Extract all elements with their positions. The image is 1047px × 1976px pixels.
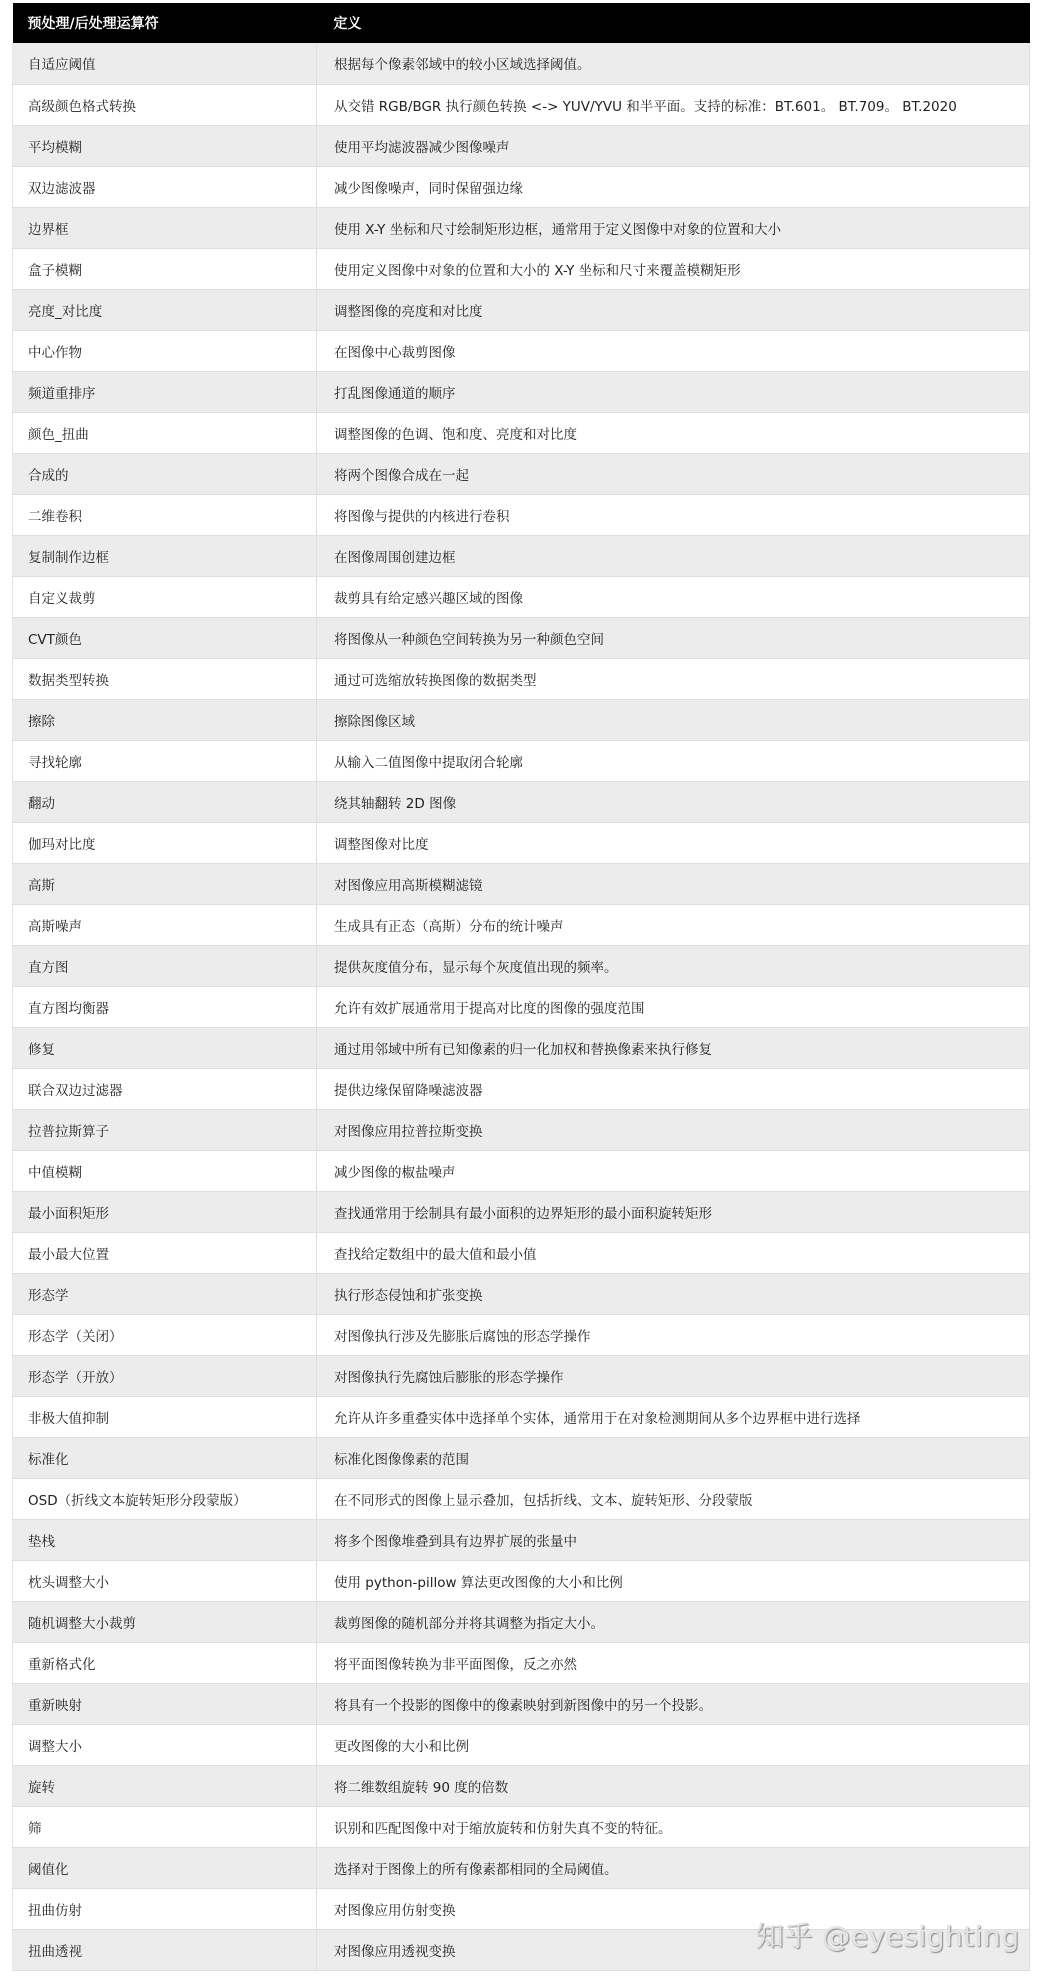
table-row — [13, 412, 1030, 453]
header-operator: 预处理/后处理运算符 — [13, 3, 317, 43]
table-row — [13, 863, 1030, 904]
operator-definition: 从交错 RGB/BGR 执行颜色转换 <-> YUV/YVU 和半平面。支持的标准：BT.601。 BT.709。 BT.2020 — [317, 84, 1030, 125]
table-row — [13, 1109, 1030, 1150]
table-row — [13, 658, 1030, 699]
operator-name: 扭曲仿射 — [13, 1888, 317, 1929]
table-row — [13, 1273, 1030, 1314]
operator-name: 最小面积矩形 — [13, 1191, 317, 1232]
operator-name: 联合双边过滤器 — [13, 1068, 317, 1109]
header-definition: 定义 — [317, 3, 1030, 43]
operator-name: 频道重排序 — [13, 371, 317, 412]
table-header-row — [13, 3, 1030, 43]
operator-definition: 对图像应用高斯模糊滤镜 — [317, 863, 1030, 904]
operator-name: 直方图 — [13, 945, 317, 986]
table-row — [13, 1068, 1030, 1109]
table-row — [13, 781, 1030, 822]
operator-definition: 查找给定数组中的最大值和最小值 — [317, 1232, 1030, 1273]
table-row — [13, 1150, 1030, 1191]
table-row — [13, 494, 1030, 535]
operator-name: 翻动 — [13, 781, 317, 822]
operator-definition: 对图像应用透视变换 — [317, 1929, 1030, 1970]
operator-definition: 调整图像对比度 — [317, 822, 1030, 863]
operator-name: CVT颜色 — [13, 617, 317, 658]
operator-definition: 绕其轴翻转 2D 图像 — [317, 781, 1030, 822]
operator-name: 高斯噪声 — [13, 904, 317, 945]
table-row — [13, 904, 1030, 945]
operator-name: 形态学（开放） — [13, 1355, 317, 1396]
operator-name: 中值模糊 — [13, 1150, 317, 1191]
watermark: 知乎 @eyesighting — [756, 1920, 1020, 1953]
table-row — [13, 1765, 1030, 1806]
operator-definition: 更改图像的大小和比例 — [317, 1724, 1030, 1765]
operator-name: 二维卷积 — [13, 494, 317, 535]
operator-name: 重新映射 — [13, 1683, 317, 1724]
table-row — [13, 740, 1030, 781]
operator-name: 形态学（关闭） — [13, 1314, 317, 1355]
operator-definition: 允许从许多重叠实体中选择单个实体，通常用于在对象检测期间从多个边界框中进行选择 — [317, 1396, 1030, 1437]
operator-definition: 查找通常用于绘制具有最小面积的边界矩形的最小面积旋转矩形 — [317, 1191, 1030, 1232]
table-row — [13, 1478, 1030, 1519]
operator-definition: 在不同形式的图像上显示叠加，包括折线、文本、旋转矩形、分段蒙版 — [317, 1478, 1030, 1519]
operator-name: 寻找轮廓 — [13, 740, 317, 781]
table-row — [13, 1191, 1030, 1232]
operator-definition: 允许有效扩展通常用于提高对比度的图像的强度范围 — [317, 986, 1030, 1027]
operator-definition: 对图像执行先腐蚀后膨胀的形态学操作 — [317, 1355, 1030, 1396]
operator-name: 形态学 — [13, 1273, 317, 1314]
operator-definition: 擦除图像区域 — [317, 699, 1030, 740]
table-row — [13, 84, 1030, 125]
operator-name: 中心作物 — [13, 330, 317, 371]
operator-name: 平均模糊 — [13, 125, 317, 166]
operator-name: 伽玛对比度 — [13, 822, 317, 863]
operator-name: 阈值化 — [13, 1847, 317, 1888]
operator-definition: 裁剪图像的随机部分并将其调整为指定大小。 — [317, 1601, 1030, 1642]
table-row — [13, 289, 1030, 330]
operator-definition: 通过可选缩放转换图像的数据类型 — [317, 658, 1030, 699]
operator-name: 高级颜色格式转换 — [13, 84, 317, 125]
operator-name: 枕头调整大小 — [13, 1560, 317, 1601]
operator-name: 高斯 — [13, 863, 317, 904]
operator-definition: 生成具有正态（高斯）分布的统计噪声 — [317, 904, 1030, 945]
table-row — [13, 1314, 1030, 1355]
table-row — [13, 535, 1030, 576]
table-row — [13, 1601, 1030, 1642]
operator-definition: 使用定义图像中对象的位置和大小的 X-Y 坐标和尺寸来覆盖模糊矩形 — [317, 248, 1030, 289]
table-row — [13, 166, 1030, 207]
operator-name: 直方图均衡器 — [13, 986, 317, 1027]
table-row — [13, 371, 1030, 412]
table-row — [13, 207, 1030, 248]
operator-name: 调整大小 — [13, 1724, 317, 1765]
operator-name: 自定义裁剪 — [13, 576, 317, 617]
table-row — [13, 576, 1030, 617]
operator-definition: 识别和匹配图像中对于缩放旋转和仿射失真不变的特征。 — [317, 1806, 1030, 1847]
operator-name: 标准化 — [13, 1437, 317, 1478]
operator-definition: 将二维数组旋转 90 度的倍数 — [317, 1765, 1030, 1806]
operator-definition: 使用 python-pillow 算法更改图像的大小和比例 — [317, 1560, 1030, 1601]
operator-definition: 在图像中心裁剪图像 — [317, 330, 1030, 371]
table-row — [13, 1027, 1030, 1068]
operator-name: 筛 — [13, 1806, 317, 1847]
operator-name: 拉普拉斯算子 — [13, 1109, 317, 1150]
operator-name: 颜色_扭曲 — [13, 412, 317, 453]
operator-name: 双边滤波器 — [13, 166, 317, 207]
operator-definition: 将平面图像转换为非平面图像，反之亦然 — [317, 1642, 1030, 1683]
operator-definition: 调整图像的色调、饱和度、亮度和对比度 — [317, 412, 1030, 453]
operator-definition: 选择对于图像上的所有像素都相同的全局阈值。 — [317, 1847, 1030, 1888]
operator-definition: 将多个图像堆叠到具有边界扩展的张量中 — [317, 1519, 1030, 1560]
table-row — [13, 43, 1030, 84]
operator-name: 亮度_对比度 — [13, 289, 317, 330]
operator-name: 擦除 — [13, 699, 317, 740]
table-row — [13, 986, 1030, 1027]
operator-definition: 标准化图像像素的范围 — [317, 1437, 1030, 1478]
operator-definition: 将具有一个投影的图像中的像素映射到新图像中的另一个投影。 — [317, 1683, 1030, 1724]
operator-name: 非极大值抑制 — [13, 1396, 317, 1437]
operator-name: 重新格式化 — [13, 1642, 317, 1683]
table-row — [13, 1355, 1030, 1396]
operator-name: 垫栈 — [13, 1519, 317, 1560]
operator-definition: 在图像周围创建边框 — [317, 535, 1030, 576]
table-row — [13, 1724, 1030, 1765]
operator-definition: 提供边缘保留降噪滤波器 — [317, 1068, 1030, 1109]
table-row — [13, 330, 1030, 371]
operator-definition: 从输入二值图像中提取闭合轮廓 — [317, 740, 1030, 781]
operator-name: 边界框 — [13, 207, 317, 248]
operator-definition: 对图像应用仿射变换 — [317, 1888, 1030, 1929]
table-row — [13, 1683, 1030, 1724]
table-row — [13, 125, 1030, 166]
operator-name: 数据类型转换 — [13, 658, 317, 699]
table-row — [13, 1806, 1030, 1847]
operator-name: 最小最大位置 — [13, 1232, 317, 1273]
operator-definition: 根据每个像素邻域中的较小区域选择阈值。 — [317, 43, 1030, 84]
table-row — [13, 248, 1030, 289]
operator-definition: 调整图像的亮度和对比度 — [317, 289, 1030, 330]
operator-name: 扭曲透视 — [13, 1929, 317, 1970]
operator-definition: 打乱图像通道的顺序 — [317, 371, 1030, 412]
operator-name: 盒子模糊 — [13, 248, 317, 289]
table-row — [13, 1396, 1030, 1437]
table-row — [13, 617, 1030, 658]
table-row — [13, 1232, 1030, 1273]
operator-name: 自适应阈值 — [13, 43, 317, 84]
table-row — [13, 822, 1030, 863]
table-row — [13, 1560, 1030, 1601]
operators-table — [12, 3, 1030, 1971]
table-row — [13, 453, 1030, 494]
table-row — [13, 1847, 1030, 1888]
operator-name: OSD（折线文本旋转矩形分段蒙版） — [13, 1478, 317, 1519]
operator-definition: 将图像从一种颜色空间转换为另一种颜色空间 — [317, 617, 1030, 658]
operator-definition: 通过用邻域中所有已知像素的归一化加权和替换像素来执行修复 — [317, 1027, 1030, 1068]
operator-name: 修复 — [13, 1027, 317, 1068]
operator-definition: 减少图像的椒盐噪声 — [317, 1150, 1030, 1191]
table-row — [13, 1519, 1030, 1560]
operator-definition: 将图像与提供的内核进行卷积 — [317, 494, 1030, 535]
operator-name: 合成的 — [13, 453, 317, 494]
operator-definition: 使用 X-Y 坐标和尺寸绘制矩形边框，通常用于定义图像中对象的位置和大小 — [317, 207, 1030, 248]
table-row — [13, 1437, 1030, 1478]
table-row — [13, 699, 1030, 740]
operator-definition: 对图像应用拉普拉斯变换 — [317, 1109, 1030, 1150]
operator-definition: 将两个图像合成在一起 — [317, 453, 1030, 494]
operator-name: 随机调整大小裁剪 — [13, 1601, 317, 1642]
operator-name: 复制制作边框 — [13, 535, 317, 576]
operator-name: 旋转 — [13, 1765, 317, 1806]
operator-definition: 减少图像噪声，同时保留强边缘 — [317, 166, 1030, 207]
operator-definition: 对图像执行涉及先膨胀后腐蚀的形态学操作 — [317, 1314, 1030, 1355]
table-row — [13, 945, 1030, 986]
table-body — [13, 43, 1030, 1970]
operator-definition: 使用平均滤波器减少图像噪声 — [317, 125, 1030, 166]
operator-definition: 裁剪具有给定感兴趣区域的图像 — [317, 576, 1030, 617]
table-row — [13, 1642, 1030, 1683]
operator-definition: 执行形态侵蚀和扩张变换 — [317, 1273, 1030, 1314]
operator-definition: 提供灰度值分布，显示每个灰度值出现的频率。 — [317, 945, 1030, 986]
